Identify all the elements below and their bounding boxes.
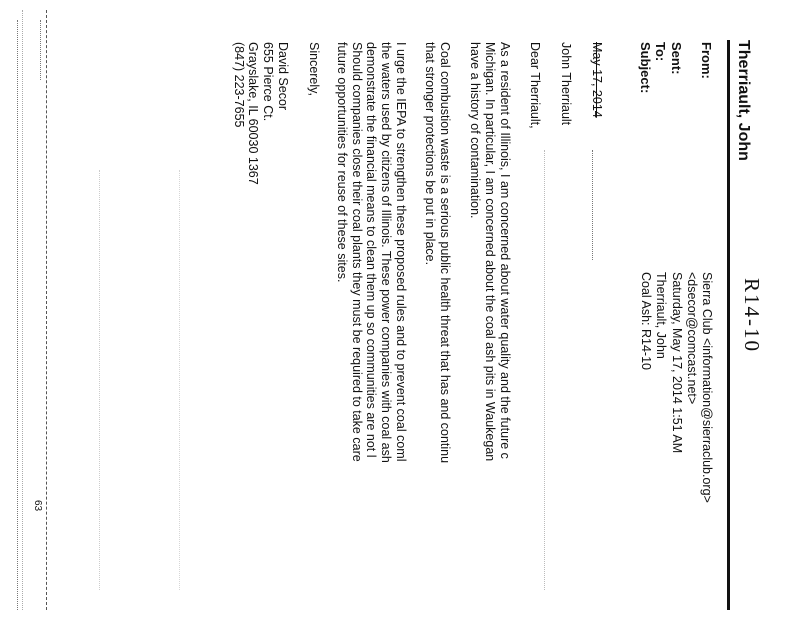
paragraph-3: [334, 42, 408, 463]
closing: Sincerely,: [307, 42, 321, 96]
paragraph-1-line: As a resident of Illinois, I am concerned about water quality and the future c: [498, 42, 512, 459]
paragraph-1-line: Michigan. In particular, I am concerned about the coal ash pits in Waukegan: [483, 42, 498, 462]
recipient-name: John Therriault: [559, 42, 573, 126]
sent-label: Sent:: [669, 42, 684, 75]
scan-dots: [592, 150, 593, 260]
letter-date: May 17, 2014: [590, 42, 604, 118]
signature-line: Grayslake, IL 60030 1367: [246, 42, 261, 185]
page-number: 63: [32, 500, 43, 512]
doc-number: R14-10: [740, 278, 764, 353]
scan-artifact-line: [179, 170, 180, 590]
sent-value: Saturday, May 17, 2014 1:51 AM: [670, 272, 684, 454]
paragraph-3-line: demonstrate the financial means to clean them up so communities are not l: [364, 42, 379, 458]
salutation: Dear Therriault,: [528, 42, 542, 129]
to-label: To:: [653, 42, 668, 62]
to-value: Therriault, John: [654, 272, 668, 359]
paragraph-3-line: I urge the IEPA to strengthen these proposed rules and to prevent coal coml: [394, 42, 408, 462]
signature-block: [231, 42, 290, 185]
sender-name-heading: Therriault, John: [735, 40, 752, 161]
scan-artifact-line: [544, 150, 545, 590]
from-label: From:: [699, 42, 714, 79]
scan-artifact-line: [17, 20, 18, 610]
scan-artifact-line: [40, 20, 41, 80]
header-rule: [727, 40, 730, 610]
subject-label: Subject:: [638, 42, 653, 94]
signature-line: (847) 223-7655: [231, 42, 246, 128]
scan-edge-marks: [22, 10, 23, 610]
signature-line: David Secor: [276, 42, 290, 111]
paragraph-1: [468, 42, 512, 461]
paragraph-3-line: Should companies close their coal plants they must be required to take care: [349, 42, 364, 462]
signature-line: 655 Pierce Ct.: [261, 42, 276, 122]
paragraph-2-line: Coal combustion waste is a serious public health threat that has and continu: [438, 42, 452, 464]
paragraph-3-line: future opportunities for reuse of these sites.: [334, 42, 349, 283]
from-value: Sierra Club <information@sierraclub.org>: [700, 272, 714, 503]
paragraph-1-line: have a history of contamination.: [468, 42, 483, 219]
scan-artifact-line: [99, 170, 100, 590]
paragraph-2-line: that stronger protections be put in place.: [423, 42, 438, 266]
from-email: <dsecor@comcast.net>: [685, 272, 699, 405]
subject-value: Coal Ash: R14-10: [639, 272, 653, 370]
scan-edge-marks: [46, 10, 47, 610]
paragraph-3-line: the waters used by citizens of Illinois. These power companies with coal ash: [379, 42, 394, 463]
paragraph-2: [422, 42, 452, 463]
